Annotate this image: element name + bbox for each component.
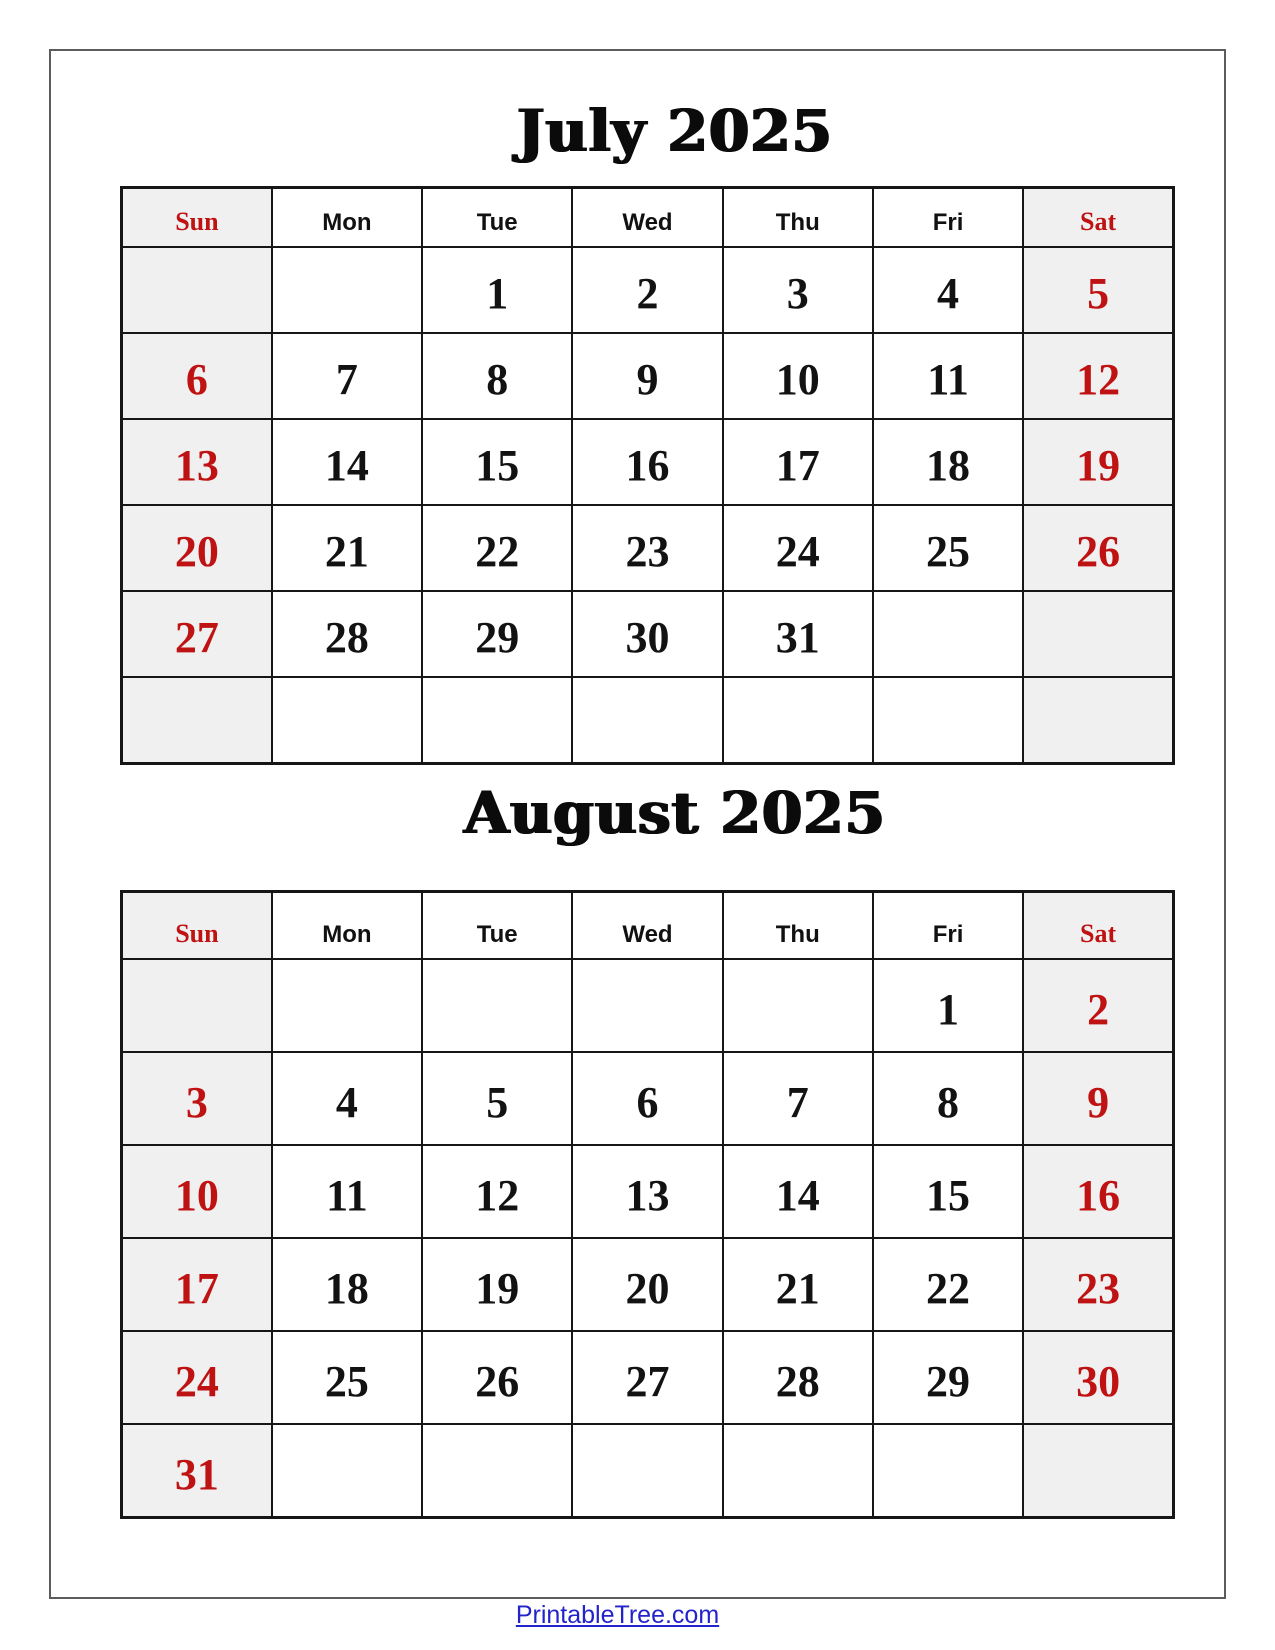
day-cell-24: 24 <box>122 1331 272 1424</box>
day-cell-20: 20 <box>122 505 272 591</box>
day-cell-16: 16 <box>572 419 722 505</box>
day-cell-26: 26 <box>422 1331 572 1424</box>
day-cell-19: 19 <box>1023 419 1173 505</box>
empty-day-cell <box>1023 677 1173 764</box>
day-header-thu: Thu <box>723 188 873 248</box>
day-cell-12: 12 <box>1023 333 1173 419</box>
day-header-wed: Wed <box>572 188 722 248</box>
day-header-wed: Wed <box>572 892 722 960</box>
week-row <box>122 1424 1174 1518</box>
day-cell-25: 25 <box>873 505 1023 591</box>
day-cell-15: 15 <box>873 1145 1023 1238</box>
week-row <box>122 505 1174 591</box>
empty-day-cell <box>122 959 272 1052</box>
day-cell-28: 28 <box>272 591 422 677</box>
week-row <box>122 247 1174 333</box>
empty-day-cell <box>572 1424 722 1518</box>
day-cell-7: 7 <box>272 333 422 419</box>
day-cell-8: 8 <box>422 333 572 419</box>
day-cell-25: 25 <box>272 1331 422 1424</box>
day-cell-23: 23 <box>572 505 722 591</box>
day-cell-29: 29 <box>422 591 572 677</box>
footer-website-link[interactable]: PrintableTree.com <box>515 1601 720 1629</box>
day-cell-19: 19 <box>422 1238 572 1331</box>
empty-day-cell <box>422 677 572 764</box>
day-cell-1: 1 <box>422 247 572 333</box>
day-cell-13: 13 <box>572 1145 722 1238</box>
empty-day-cell <box>272 677 422 764</box>
day-header-sat: Sat <box>1023 188 1173 248</box>
day-cell-18: 18 <box>873 419 1023 505</box>
day-header-mon: Mon <box>272 892 422 960</box>
empty-day-cell <box>122 247 272 333</box>
day-cell-9: 9 <box>1023 1052 1173 1145</box>
day-cell-10: 10 <box>723 333 873 419</box>
day-cell-7: 7 <box>723 1052 873 1145</box>
day-cell-6: 6 <box>572 1052 722 1145</box>
day-cell-31: 31 <box>723 591 873 677</box>
empty-day-cell <box>723 959 873 1052</box>
day-cell-6: 6 <box>122 333 272 419</box>
day-cell-27: 27 <box>122 591 272 677</box>
day-cell-31: 31 <box>122 1424 272 1518</box>
day-header-sun: Sun <box>122 188 272 248</box>
day-cell-2: 2 <box>1023 959 1173 1052</box>
day-cell-8: 8 <box>873 1052 1023 1145</box>
day-cell-29: 29 <box>873 1331 1023 1424</box>
day-cell-2: 2 <box>572 247 722 333</box>
day-cell-9: 9 <box>572 333 722 419</box>
day-cell-14: 14 <box>723 1145 873 1238</box>
day-cell-30: 30 <box>572 591 722 677</box>
day-cell-30: 30 <box>1023 1331 1173 1424</box>
day-cell-3: 3 <box>122 1052 272 1145</box>
empty-day-cell <box>272 1424 422 1518</box>
day-cell-13: 13 <box>122 419 272 505</box>
month-title-july: July 2025 <box>517 97 833 165</box>
day-cell-17: 17 <box>122 1238 272 1331</box>
day-cell-3: 3 <box>723 247 873 333</box>
day-cell-14: 14 <box>272 419 422 505</box>
empty-day-cell <box>572 677 722 764</box>
empty-day-cell <box>873 1424 1023 1518</box>
day-header-tue: Tue <box>422 892 572 960</box>
day-cell-1: 1 <box>873 959 1023 1052</box>
day-cell-20: 20 <box>572 1238 722 1331</box>
empty-day-cell <box>572 959 722 1052</box>
day-header-tue: Tue <box>422 188 572 248</box>
day-header-sat: Sat <box>1023 892 1173 960</box>
day-cell-23: 23 <box>1023 1238 1173 1331</box>
empty-day-cell <box>1023 591 1173 677</box>
week-row <box>122 1052 1174 1145</box>
weekday-header-row <box>122 892 1174 960</box>
week-row <box>122 1331 1174 1424</box>
empty-day-cell <box>1023 1424 1173 1518</box>
week-row <box>122 1145 1174 1238</box>
day-header-sun: Sun <box>122 892 272 960</box>
week-row <box>122 1238 1174 1331</box>
day-header-fri: Fri <box>873 188 1023 248</box>
empty-day-cell <box>122 677 272 764</box>
day-cell-16: 16 <box>1023 1145 1173 1238</box>
day-cell-15: 15 <box>422 419 572 505</box>
day-cell-22: 22 <box>873 1238 1023 1331</box>
empty-day-cell <box>723 677 873 764</box>
calendar-grid-august <box>120 890 1175 1519</box>
day-cell-11: 11 <box>272 1145 422 1238</box>
month-title-august: August 2025 <box>464 779 886 847</box>
day-cell-17: 17 <box>723 419 873 505</box>
empty-day-cell <box>272 959 422 1052</box>
day-cell-5: 5 <box>422 1052 572 1145</box>
day-cell-4: 4 <box>873 247 1023 333</box>
week-row <box>122 419 1174 505</box>
day-header-mon: Mon <box>272 188 422 248</box>
day-cell-5: 5 <box>1023 247 1173 333</box>
day-cell-4: 4 <box>272 1052 422 1145</box>
day-cell-10: 10 <box>122 1145 272 1238</box>
day-cell-21: 21 <box>272 505 422 591</box>
calendar-grid-july <box>120 186 1175 765</box>
day-header-thu: Thu <box>723 892 873 960</box>
empty-day-cell <box>873 591 1023 677</box>
day-cell-27: 27 <box>572 1331 722 1424</box>
day-cell-12: 12 <box>422 1145 572 1238</box>
empty-day-cell <box>422 959 572 1052</box>
week-row <box>122 959 1174 1052</box>
day-cell-24: 24 <box>723 505 873 591</box>
day-header-fri: Fri <box>873 892 1023 960</box>
day-cell-18: 18 <box>272 1238 422 1331</box>
empty-day-cell <box>873 677 1023 764</box>
day-cell-22: 22 <box>422 505 572 591</box>
day-cell-21: 21 <box>723 1238 873 1331</box>
week-row <box>122 677 1174 764</box>
weekday-header-row <box>122 188 1174 248</box>
empty-day-cell <box>723 1424 873 1518</box>
week-row <box>122 333 1174 419</box>
week-row <box>122 591 1174 677</box>
empty-day-cell <box>422 1424 572 1518</box>
day-cell-28: 28 <box>723 1331 873 1424</box>
day-cell-11: 11 <box>873 333 1023 419</box>
day-cell-26: 26 <box>1023 505 1173 591</box>
empty-day-cell <box>272 247 422 333</box>
